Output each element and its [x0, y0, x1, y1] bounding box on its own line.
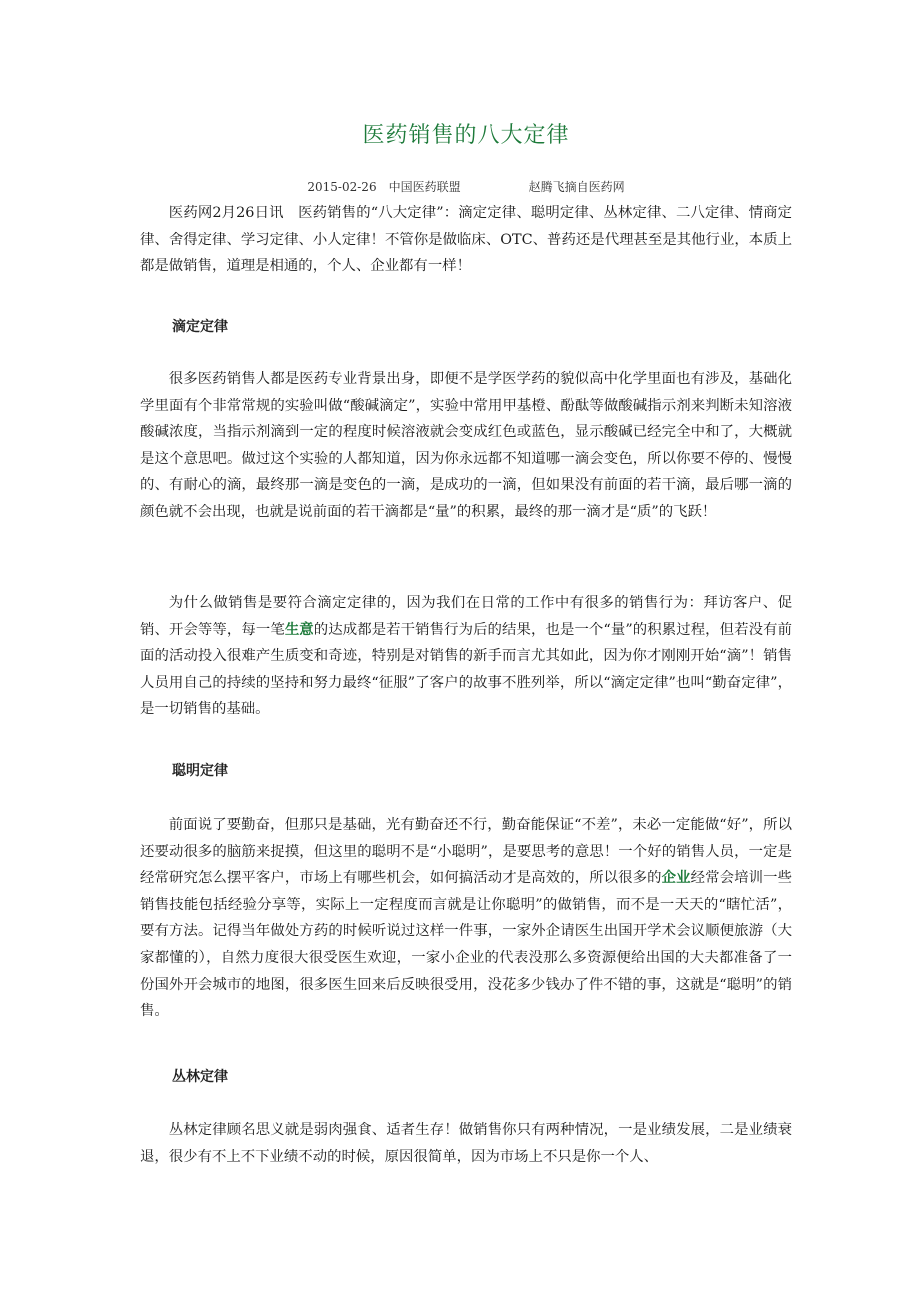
article-meta — [140, 178, 792, 195]
section-heading-titration: 滴定定律 — [172, 319, 228, 335]
link-shengyi[interactable]: 生意 — [284, 620, 314, 638]
section-jungle-paragraph-1: 丛林定律顾名思义就是弱肉强食、适者生存！做销售你只有两种情况，一是业绩发展，二是业绩衰退，很少有不上不下业绩不动的时候，原因很简单，因为市场上不只是你一个人、 — [140, 1122, 792, 1165]
section-titration-paragraph-2: 为什么做销售是要符合滴定定律的，因为我们在日常的工作中有很多的销售行为：拜访客户、促销、开会等等，每一笔生意的达成都是若干销售行为后的结果，也是一个“量”的积累过程，但若没有前面的活动投入很难产生质变和奇迹，特别是对销售的新手而言尤其如此，因为你才刚刚开始“滴”！销售人员用自己的持续的坚持和努力最终“征服”了客户的故事不胜列举，所以“滴定定律”也叫“勤奋定律”，是一切销售的基础。 — [140, 595, 792, 718]
article-source: 中国医药联盟 — [388, 180, 461, 194]
article-title: 医药销售的八大定律 — [362, 123, 570, 148]
section-titration-paragraph-1: 很多医药销售人都是医药专业背景出身，即便不是学医学药的貌似高中化学里面也有涉及，基础化学里面有个非常常规的实验叫做“酸碱滴定”，实验中常用甲基橙、酚酞等做酸碱指示剂来判断未知溶液酸碱浓度，当指示剂滴到一定的程度时候溶液就会变成红色或蓝色，显示酸碱已经完全中和了，大概就是这个意思吧。做过这个实验的人都知道，因为你永远都不知道哪一滴会变色，所以你要不停的、慢慢的、有耐心的滴，最终那一滴是变色的一滴，是成功的一滴，但如果没有前面的若干滴，最后哪一滴的颜色就不会出现，也就是说前面的若干滴都是“量”的积累，最终的那一滴才是“质”的飞跃！ — [140, 371, 792, 520]
section-smart-paragraph-1: 前面说了要勤奋，但那只是基础，光有勤奋还不行，勤奋能保证“不差”，未必一定能做“好”，所以还要动很多的脑筋来捉摸，但这里的聪明不是“小聪明”，是要思考的意思！一个好的销售人员，一定是经常研究怎么摆平客户，市场上有哪些机会，如何搞活动才是高效的，所以很多的企业经常会培训一些销售技能包括经验分享等，实际上一定程度而言就是让你聪明”的做销售，而不是一天天的“瞎忙活”，要有方法。记得当年做处方药的时候听说过这样一件事，一家外企请医生出国开学术会议顺便旅游（大家都懂的），自然力度很大很受医生欢迎，一家小企业的代表没那么多资源便给出国的大夫都准备了一份国外开会城市的地图，很多医生回来后反映很受用，没花多少钱办了件不错的事，这就是“聪明”的销售。 — [140, 817, 792, 1020]
article-author: 赵腾飞摘自医药网 — [528, 180, 625, 194]
section-heading-smart: 聪明定律 — [172, 763, 228, 779]
article-date: 2015-02-26 — [307, 180, 377, 194]
link-qiye[interactable]: 企业 — [661, 869, 691, 887]
section-heading-jungle: 丛林定律 — [172, 1069, 228, 1085]
intro-paragraph: 医药网2月26日讯 医药销售的“八大定律”：滴定定律、聪明定律、丛林定律、二八定律、情商定律、舍得定律、学习定律、小人定律！不管你是做临床、OTC、普药还是代理甚至是其他行业，本质上都是做销售，道理是相通的，个人、企业都有一样！ — [140, 205, 792, 275]
